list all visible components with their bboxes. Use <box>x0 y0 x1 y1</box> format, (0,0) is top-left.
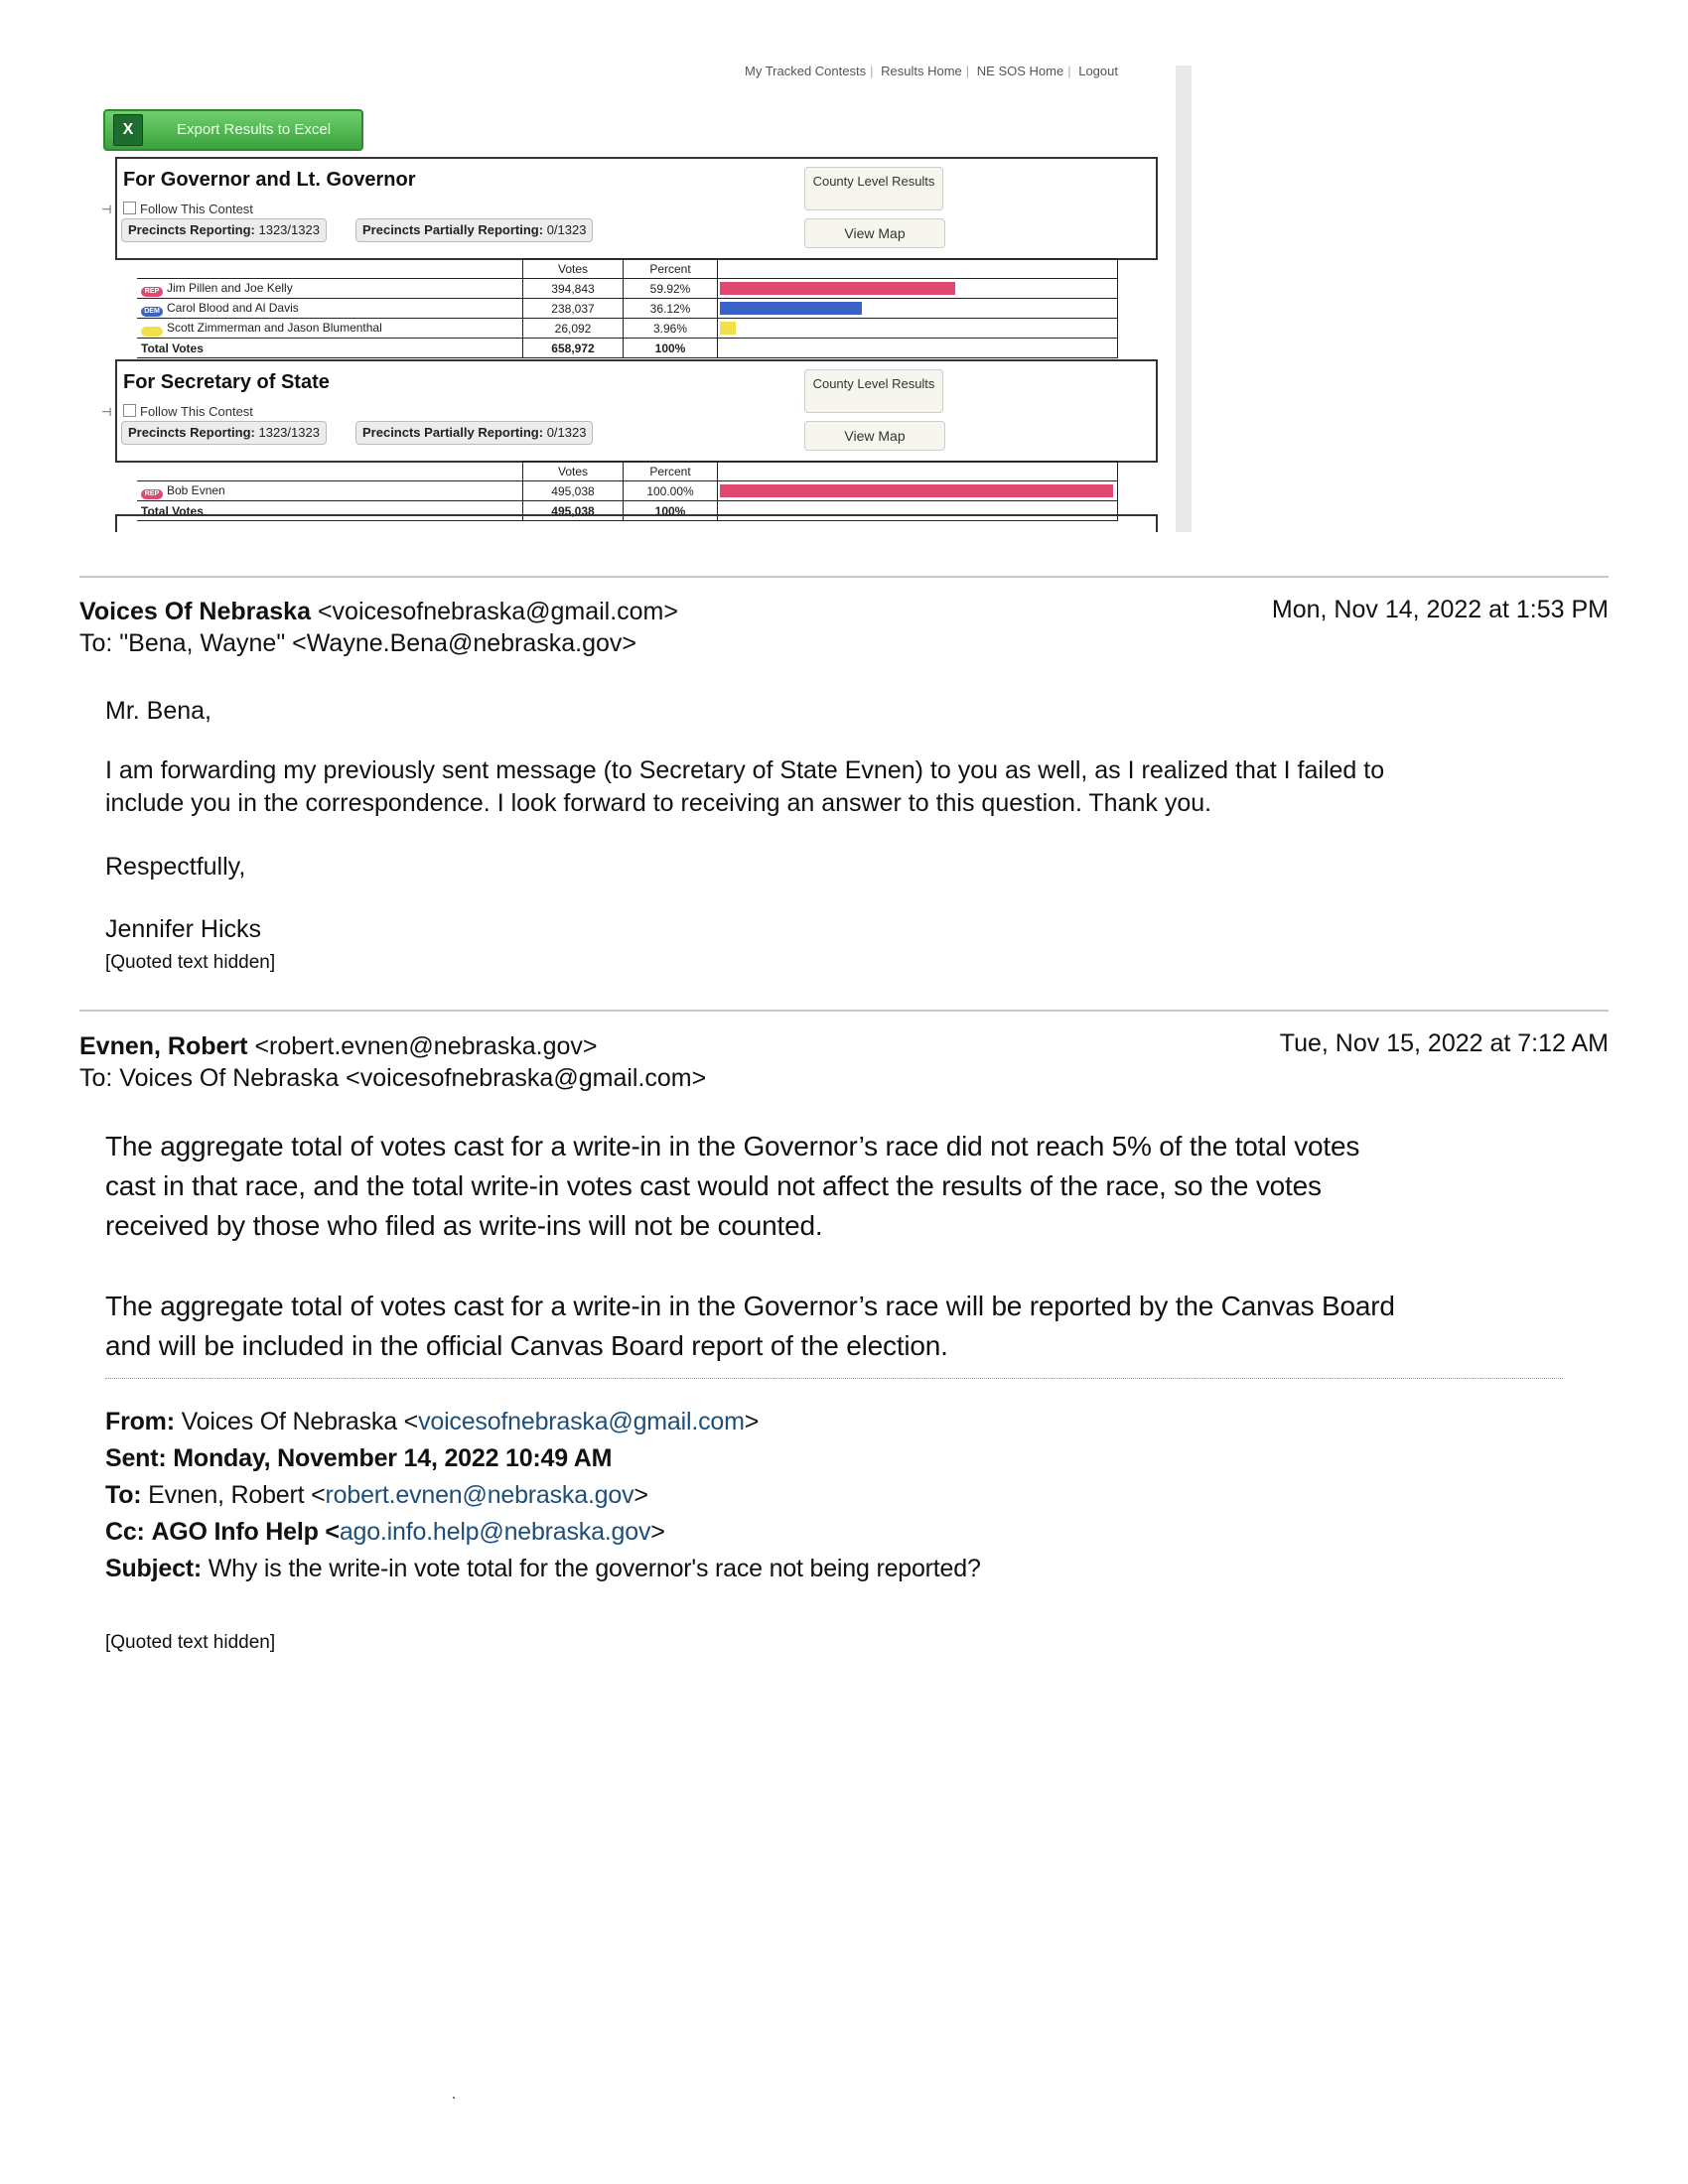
percent-header: Percent <box>624 259 718 279</box>
cc-name: AGO Info Help < <box>151 1518 340 1546</box>
export-button-label: Export Results to Excel <box>177 121 332 138</box>
cc-label: Cc: <box>105 1518 145 1546</box>
total-label: Total Votes <box>137 339 523 358</box>
precincts-reporting-badge: Precincts Reporting: 1323/1323 <box>121 421 327 445</box>
candidate-percent: 59.92% <box>624 279 718 299</box>
email1-body-line2: include you in the correspondence. I look forward to receiving an answer to this question. Thank you. <box>105 789 1212 817</box>
from-email-link[interactable]: voicesofnebraska@gmail.com <box>418 1408 745 1435</box>
message-divider <box>79 1010 1609 1012</box>
subject-value: Why is the write-in vote total for the governor's race not being reported? <box>208 1555 981 1582</box>
paragraph-line: received by those who filed as write-ins will not be counted. <box>105 1210 823 1241</box>
bar-header <box>718 259 1118 279</box>
orig-cc-line <box>105 1518 665 1547</box>
table-row <box>137 481 1118 501</box>
subject-label: Subject: <box>105 1555 203 1582</box>
from-label: From: <box>105 1408 175 1435</box>
votes-header: Votes <box>523 462 624 481</box>
email2-paragraph-2 <box>105 1287 1595 1366</box>
candidate-name: Carol Blood and Al Davis <box>167 300 299 315</box>
email2-recipient: To: Voices Of Nebraska <voicesofnebraska@gmail.com> <box>79 1064 707 1092</box>
nav-results-home[interactable]: Results Home <box>881 66 962 78</box>
sent-label: Sent: <box>105 1444 167 1472</box>
paragraph-line: The aggregate total of votes cast for a write-in in the Governor’s race will be reported by the Canvas Board <box>105 1291 1395 1321</box>
expand-marker[interactable]: ⊣ <box>101 203 112 216</box>
orig-from-line <box>105 1408 759 1436</box>
view-map-button[interactable]: View Map <box>804 421 945 451</box>
bracket: > <box>650 1518 665 1546</box>
vote-share-bar <box>720 322 736 335</box>
contest-governor <box>101 157 1158 260</box>
quoted-message-divider <box>105 1378 1563 1379</box>
total-percent: 100% <box>624 501 718 521</box>
total-row <box>137 339 1118 358</box>
table-row <box>137 299 1118 319</box>
from-name: Voices Of Nebraska < <box>181 1408 419 1435</box>
follow-contest-checkbox[interactable]: Follow This Contest <box>123 404 253 419</box>
sender-name: Evnen, Robert <box>79 1032 248 1060</box>
table-row <box>137 279 1118 299</box>
next-contest-edge <box>115 514 1158 532</box>
nav-my-tracked-contests[interactable]: My Tracked Contests <box>745 66 867 78</box>
county-level-results-button[interactable]: County Level Results <box>804 167 943 210</box>
candidate-name: Scott Zimmerman and Jason Blumenthal <box>167 320 382 335</box>
contest-title: For Secretary of State <box>123 371 330 393</box>
precincts-partial-badge: Precincts Partially Reporting: 0/1323 <box>355 218 593 242</box>
sender-email: <voicesofnebraska@gmail.com> <box>317 598 678 625</box>
candidate-percent: 100.00% <box>624 481 718 501</box>
vote-share-bar <box>720 484 1113 497</box>
total-label: Total Votes <box>137 501 523 521</box>
top-nav: My Tracked Contests | Results Home | NE SOS Home | Logout <box>745 66 1118 78</box>
orig-to-line <box>105 1481 648 1510</box>
export-to-excel-button[interactable] <box>103 109 363 151</box>
bracket: > <box>633 1481 648 1509</box>
email2-date: Tue, Nov 15, 2022 at 7:12 AM <box>1279 1029 1609 1057</box>
sender-email: <robert.evnen@nebraska.gov> <box>254 1032 598 1060</box>
email1-closing: Respectfully, <box>105 853 246 881</box>
to-name: Evnen, Robert < <box>148 1481 326 1509</box>
sender-name: Voices Of Nebraska <box>79 598 311 625</box>
table-row <box>137 319 1118 339</box>
candidate-name: Jim Pillen and Joe Kelly <box>167 280 293 295</box>
nav-logout[interactable]: Logout <box>1078 66 1118 78</box>
election-results-screenshot <box>99 66 1192 532</box>
candidate-name: Bob Evnen <box>167 482 225 497</box>
email1-date: Mon, Nov 14, 2022 at 1:53 PM <box>1271 596 1609 623</box>
candidate-votes: 238,037 <box>523 299 624 319</box>
candidate-votes: 394,843 <box>523 279 624 299</box>
follow-contest-checkbox[interactable]: Follow This Contest <box>123 202 253 216</box>
percent-header: Percent <box>624 462 718 481</box>
vote-share-bar <box>720 302 862 315</box>
email1-greeting: Mr. Bena, <box>105 697 211 725</box>
message-divider <box>79 576 1609 578</box>
header-blank <box>137 462 523 481</box>
email1-body-line1: I am forwarding my previously sent message (to Secretary of State Evnen) to you as well, as I realized that I failed to <box>105 756 1385 784</box>
contest-secretary-of-state <box>101 359 1158 463</box>
to-label: To: <box>105 1481 142 1509</box>
email1-signature: Jennifer Hicks <box>105 915 261 943</box>
votes-header: Votes <box>523 259 624 279</box>
to-email-link[interactable]: robert.evnen@nebraska.gov <box>325 1481 634 1509</box>
expand-marker[interactable]: ⊣ <box>101 405 112 419</box>
results-table-secretary-of-state <box>137 461 1118 521</box>
excel-icon: X <box>113 114 143 146</box>
email2-quoted-toggle[interactable]: [Quoted text hidden] <box>105 1632 276 1653</box>
precincts-reporting-badge: Precincts Reporting: 1323/1323 <box>121 218 327 242</box>
total-percent: 100% <box>624 339 718 358</box>
orig-subject-line <box>105 1555 981 1583</box>
party-badge-rep: REP <box>141 287 163 297</box>
email1-quoted-toggle[interactable]: [Quoted text hidden] <box>105 952 276 973</box>
nav-ne-sos-home[interactable]: NE SOS Home <box>976 66 1064 78</box>
bar-header <box>718 462 1118 481</box>
precincts-partial-badge: Precincts Partially Reporting: 0/1323 <box>355 421 593 445</box>
cc-email-link[interactable]: ago.info.help@nebraska.gov <box>339 1518 651 1546</box>
total-votes: 658,972 <box>523 339 624 358</box>
party-badge-ind: IND <box>141 327 163 337</box>
header-blank <box>137 259 523 279</box>
candidate-votes: 26,092 <box>523 319 624 339</box>
total-votes: 495,038 <box>523 501 624 521</box>
party-badge-dem: DEM <box>141 307 163 317</box>
sent-value: Monday, November 14, 2022 10:49 AM <box>173 1444 613 1472</box>
email1-recipient: To: "Bena, Wayne" <Wayne.Bena@nebraska.gov> <box>79 629 637 657</box>
vote-share-bar <box>720 282 955 295</box>
candidate-votes: 495,038 <box>523 481 624 501</box>
paragraph-line: cast in that race, and the total write-in votes cast would not affect the results of the race, so the votes <box>105 1170 1322 1201</box>
view-map-button[interactable]: View Map <box>804 218 945 248</box>
paragraph-line: The aggregate total of votes cast for a write-in in the Governor’s race did not reach 5% of the total votes <box>105 1131 1360 1161</box>
bracket: > <box>744 1408 760 1435</box>
contest-title: For Governor and Lt. Governor <box>123 169 416 191</box>
candidate-percent: 36.12% <box>624 299 718 319</box>
email1-sender <box>79 598 678 626</box>
results-table-governor <box>137 258 1118 358</box>
orig-sent-line <box>105 1444 612 1473</box>
candidate-percent: 3.96% <box>624 319 718 339</box>
county-level-results-button[interactable]: County Level Results <box>804 369 943 413</box>
scan-edge <box>1176 66 1192 532</box>
email2-paragraph-1 <box>105 1127 1595 1246</box>
party-badge-rep: REP <box>141 489 163 499</box>
scan-speck <box>453 2097 455 2099</box>
paragraph-line: and will be included in the official Canvas Board report of the election. <box>105 1330 948 1361</box>
email2-sender <box>79 1032 597 1061</box>
